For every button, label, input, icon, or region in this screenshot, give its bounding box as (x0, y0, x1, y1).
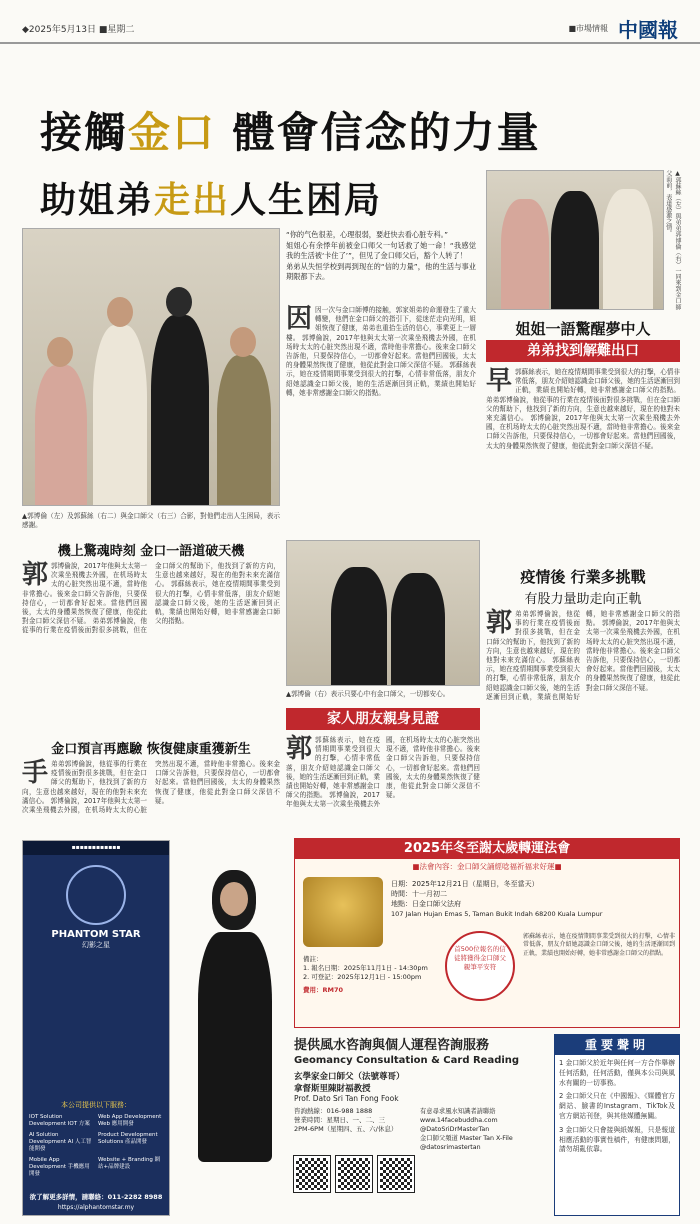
notice-items: 1 金口師父於近年與任何一方合作舉辦任何活動，任何活動，僅與本公司與風水有關的一切事務。 2 金口師父只在《中國報》、《媒體官方網站、臉書的Instagram、TikTok及官方網站刊登，與其他媒體無關。 3 金口師父只會接與紙媒報，只是報道相應活動的事實性稿件，有健康問題，請勿胡亂依靠。 (559, 1059, 675, 1154)
newspaper-logo: 中國報 (618, 18, 678, 42)
section-label: ■市場情報 (568, 24, 608, 33)
deity-image (303, 877, 383, 947)
event-notes: 備註： 1. 報名日期：2025年11月1日 - 14:30pm 2. 可登記：2025年12月1日 - 15:00pm 費用：RM70 (303, 955, 428, 994)
right-photo-caption: ▲郭蘇絲（左）與弟弟郭博倫（右）一同來到金口師父面前，表達感激之情。 (664, 170, 681, 310)
consult-title: 提供風水咨詢與個人運程咨詢服務 (294, 1038, 490, 1053)
event-title: 2025年冬至謝太歲轉運法會 (295, 839, 679, 859)
qr-code-2[interactable] (336, 1156, 372, 1192)
page-header (0, 0, 700, 44)
main-photo-caption: ▲郭博倫（左）及郭蘇絲（右二）與金口師父（右三）合影，對他們走出人生困局，表示感謝。 (22, 512, 280, 530)
intro-text: “你的气色很差，心理很弱，要赶快去看心脏专科。” 姐姐心有余悸年前被金口师父一句话救了她一命！“我感觉我的生活被‘卡住了’”，但见了金口师父后，豁个人转了！ 弟弟从失恒学校到再到现在的“信的力量”，他的生活与事业期限都下去。 (286, 230, 476, 281)
section-4-text: 郭郭蘇絲表示，她在疫情期間事業受到很大的打擊，心情非常低落，朋友介紹她認識金口師父後，她的生活逐漸回到正軌，業績也開始好轉，她非常感謝金口師父的指點。 郭博倫說，2017年他與太太第一次乘坐飛機去外國，在机场時太太的心脏突然出現不適，當時他非常擔心。後來金口師父告訴他，只要保持信心，一切都會好起來。當他們回國後，太太的身體果然恢復了健康，他從此對金口師父深信不疑。 (286, 734, 480, 809)
master-portrait (180, 850, 290, 1200)
middle-photo (286, 540, 480, 686)
event-badge: 首500位報名的信徒將獲得金口師父親筆平安符 (445, 931, 515, 1001)
ad-contact: 欲了解更多詳情，請聯絡：011-2282 8988 (29, 1193, 163, 1201)
section-title-3: 疫情後 行業多挑戰 (520, 568, 646, 586)
master-name: Prof. Dato Sri Tan Fong Fook (294, 1094, 399, 1103)
section-title-5: 金口預言再應驗 恢復健康重獲新生 (51, 742, 251, 757)
event-terms: 郭蘇絲表示，她在疫情期間事業受到很大的打擊，心情非常低落，朋友介紹她認識金口師父後，她的生活逐漸回到正軌，業績也開始好轉，她非常感謝金口師父的指點。 (523, 933, 675, 957)
body-intro: 因因一次与金口師傅的接触，郭家姐弟的命運發生了重大轉變，他們在金口師父的指引下，從迷茫走向光明，姐姐恢復了健康，弟弟也重拾生活的信心，事業更上一層樓。 郭博倫說，2017年他與太太第一次乘坐飛機去外國，在机场時太太的心脏突然出現不適，當時他非常擔心。後來金口師父告訴他，只要保持信心，一切都會好起來。當他們回國後，太太的身體果然恢復了健康，他從此對金口師父深信不疑。 郭蘇絲表示，她在疫情期間事業受到很大的打擊，心情非常低落，朋友介紹她認識金口師父後，她的生活逐漸回到正軌，業績也開始好轉，她非常感謝金口師父的指點。 (286, 304, 477, 397)
section-bar-4: 家人朋友親身見證 (286, 708, 480, 730)
ad-services-title: 本公司提供以下服務： (61, 1101, 131, 1109)
consult-title-en: Geomancy Consultation & Card Reading (294, 1055, 520, 1066)
section-subtitle-3: 有股力量助走向正軌 (524, 592, 642, 607)
section-title-1: 姐姐一語驚醒夢中人 (515, 320, 651, 338)
important-notice (554, 1034, 680, 1216)
event-subtitle: ■法會內容：金口師父誦經唸福祈福求好運■ (412, 862, 562, 871)
qr-code-3[interactable] (378, 1156, 414, 1192)
ad-top-banner: ▪▪▪▪▪▪▪▪▪▪▪▪ (23, 841, 169, 855)
consult-info: 咨詢熱線：016-988 1888 營業時間：星期日、一、二、三 2PM-6PM（星期四、五、六/休息） (294, 1107, 398, 1133)
headline-line-2: 助姐弟走出人生困局 (40, 179, 383, 221)
right-photo (486, 170, 664, 310)
section-bar-1: 弟弟找到解難出口 (486, 340, 680, 362)
master-title-2: 拿督斯里陳財福教授 (294, 1084, 371, 1094)
event-box (294, 838, 680, 1028)
section-2-text: 郭郭博倫說，2017年他與太太第一次乘坐飛機去外國，在机场時太太的心脏突然出現不適，當時他非常擔心。後來金口師父告訴他，只要保持信心，一切都會好起來。當他們回國後，太太的身體果然恢復了健康，他從此對金口師父深信不疑。 弟弟郭博倫說，他從事的行業在疫情後面對很多挑戰，但在金口師父的幫助下，他找到了新的方向，生意也越來越好，現在的他對未來充滿信心。 郭蘇絲表示，她在疫情期間事業受到很大的打擊，心情非常低落，朋友介紹她認識金口師父後，她的生活逐漸回到正軌，業績也開始好轉，她非常感謝金口師父的指點。 (22, 560, 281, 635)
notice-title: 重要聲明 (555, 1035, 679, 1055)
consultation-ad (294, 1034, 550, 1216)
ad-service-list: IOT Solution Development IOT 方案 Web App Development Web 應用開發 AI Solution Development AI 人工智能開發 Product Development Solutions 產品開發 Mobile App Development 手機應用開發 Website + Branding 網站+品牌建設 (29, 1114, 162, 1177)
phantom-star-ad (22, 840, 170, 1216)
main-photo (22, 228, 280, 506)
event-details: 日期：2025年12月21日（星期日，冬至當天） 時間：十一月初二 地點：日金口師父法府 107 Jalan Hujan Emas 5, Taman Bukit Indah 68200 Kuala Lumpur (391, 880, 603, 918)
section-title-2: 機上驚魂時刻 金口一語道破天機 (57, 544, 245, 559)
section-3-text: 郭弟弟郭博倫說，他從事的行業在疫情後面對很多挑戰，但在金口師父的幫助下，他找到了新的方向，生意也越來越好，現在的他對未來充滿信心。 郭蘇絲表示，她在疫情期間事業受到很大的打擊，心情非常低落，朋友介紹她認識金口師父後，她的生活逐漸回到正軌，業績也開始好轉，她非常感謝金口師父的指點。 郭博倫說，2017年他與太太第一次乘坐飛機去外國，在机场時太太的心脏突然出現不適，當時他非常擔心。後來金口師父告訴他，只要保持信心，一切都會好起來。當他們回國後，太太的身體果然恢復了健康，他從此對金口師父深信不疑。 (486, 608, 680, 701)
consult-contacts: 有意尋求風水知識者請聯絡 www.14facebuddha.com @DatoSriDrMasterTan 金口師父頻道 Master Tan X-File @datosrimastertan (420, 1108, 513, 1151)
ad-brand: PHANTOM STAR (51, 929, 141, 940)
phantom-star-logo (66, 865, 126, 925)
ad-url[interactable]: https://alphantomstar.my (57, 1204, 135, 1211)
headline-line-1: 接觸金口 體會信念的力量 (40, 108, 541, 157)
ad-brand-sub: 幻影之星 (82, 941, 110, 949)
issue-date: ◆2025年5月13日 ■星期二 (22, 25, 135, 35)
middle-photo-caption: ▲郭博倫（右）表示只要心中有金口師父，一切都安心。 (286, 690, 450, 698)
qr-codes (294, 1156, 550, 1192)
section-5-text: 手弟弟郭博倫說，他從事的行業在疫情後面對很多挑戰，但在金口師父的幫助下，他找到了新的方向，生意也越來越好，現在的他對未來充滿信心。 郭博倫說，2017年他與太太第一次乘坐飛機去外國，在机场時太太的心脏突然出現不適，當時他非常擔心。後來金口師父告訴他，只要保持信心，一切都會好起來。當他們回國後，太太的身體果然恢復了健康，他從此對金口師父深信不疑。 (22, 758, 280, 815)
qr-code-1[interactable] (294, 1156, 330, 1192)
master-title: 玄學家金口師父（法號尊哥） (294, 1072, 405, 1082)
section-1-text: 早郭蘇絲表示，她在疫情期間事業受到很大的打擊，心情非常低落，朋友介紹她認識金口師父後，她的生活逐漸回到正軌，業績也開始好轉，她非常感謝金口師父的指點。 弟弟郭博倫說，他從事的行業在疫情後面對很多挑戰，但在金口師父的幫助下，他找到了新的方向，生意也越來越好，現在的他對未來充滿信心。 郭博倫說，2017年他與太太第一次乘坐飛機去外國，在机场時太太的心脏突然出現不適，當時他非常擔心。後來金口師父告訴他，只要保持信心，一切都會好起來。當他們回國後，太太的身體果然恢復了健康，他從此對金口師父深信不疑。 (486, 366, 681, 450)
